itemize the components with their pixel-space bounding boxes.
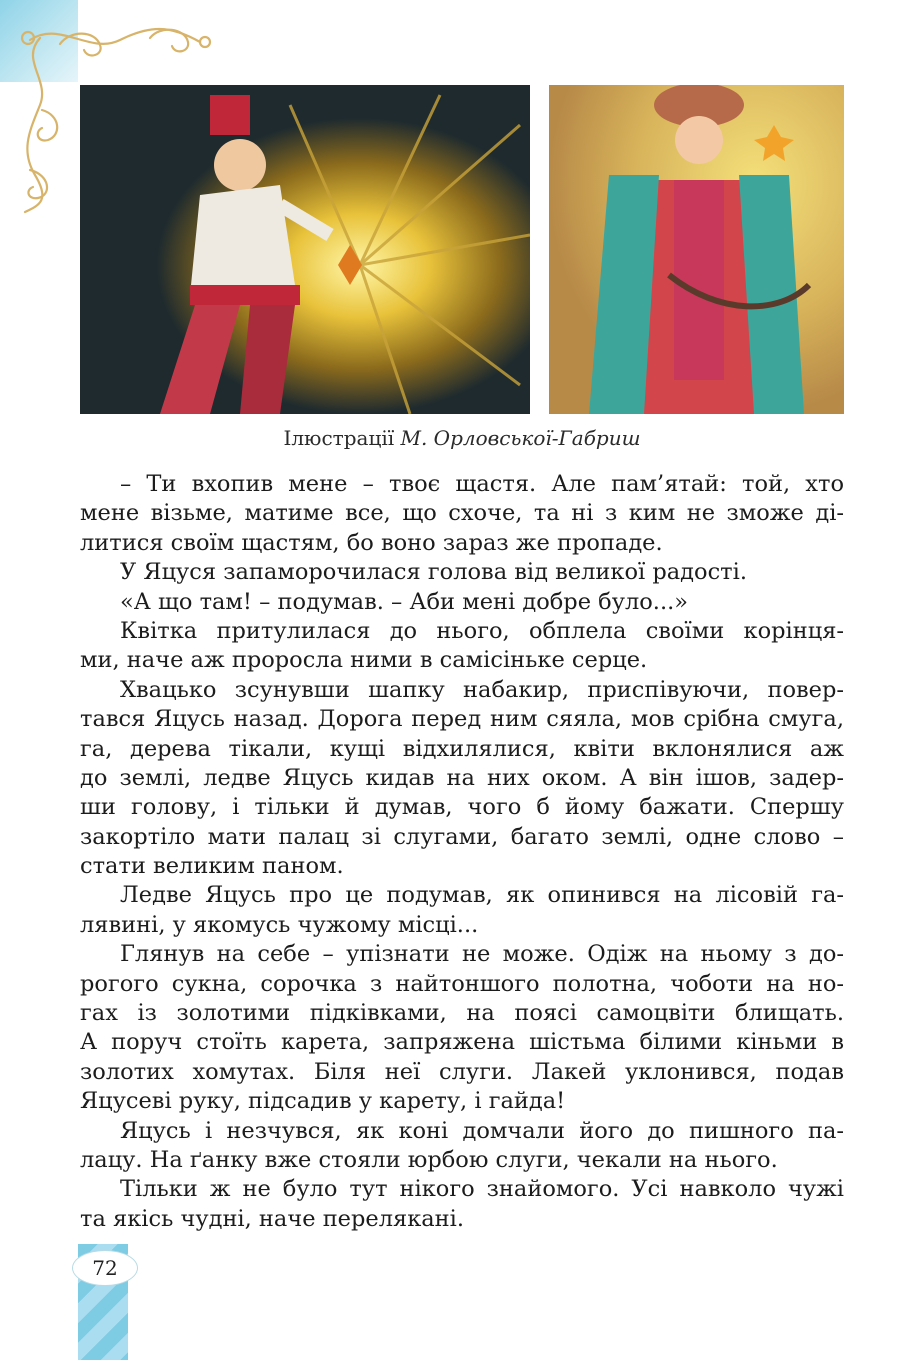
caption-author: М. Орловської-Габриш bbox=[400, 426, 641, 450]
text-line: стати великим паном. bbox=[80, 853, 344, 880]
text-line: тався Яцусь назад. Дорога перед ним сяяла, мов срібна смуга, bbox=[80, 706, 844, 733]
text-line: У Яцуся запаморочилася голова від великої радості. bbox=[120, 559, 747, 586]
caption-prefix: Ілюстрації bbox=[283, 426, 395, 450]
text-line: Хвацько зсунувши шапку набакир, приспівуючи, повер- bbox=[120, 676, 844, 703]
text-line: Глянув на себе – упізнати не може. Одіж на ньому з до- bbox=[120, 941, 844, 968]
text-line: Тільки ж не було тут нікого знайомого. Усі навколо чужі bbox=[120, 1176, 844, 1203]
text-line: до землі, ледве Яцусь кидав на них оком. А він ішов, задер- bbox=[80, 764, 844, 791]
text-line: лявині, у якомусь чужому місці... bbox=[80, 911, 479, 938]
text-line: мене візьме, матиме все, що схоче, та ні з ким не зможе ді- bbox=[80, 500, 844, 527]
text-line: Яцусеві руку, підсадив у карету, і гайда! bbox=[80, 1088, 566, 1115]
text-line: рогого сукна, сорочка з найтоншого полотна, чоботи на но- bbox=[80, 970, 844, 997]
yatsus-fern-flower-illustration bbox=[80, 85, 530, 414]
text-line: закортіло мати палац зі слугами, багато землі, одне слово – bbox=[80, 823, 844, 850]
text-line: ми, наче аж проросла ними в самісіньке серце. bbox=[80, 647, 648, 674]
page-number: 72 bbox=[72, 1250, 138, 1286]
text-line: золотих хомутах. Біля неї слуги. Лакей уклонився, подав bbox=[80, 1058, 844, 1085]
boy-reaching-glowing-flower-icon bbox=[80, 85, 530, 414]
text-line: ши голову, і тільки й думав, чого б йому бажати. Спершу bbox=[80, 794, 844, 821]
text-line: А поруч стоїть карета, запряжена шістьма білими кіньми в bbox=[80, 1029, 844, 1056]
lord-holding-star-flower-icon bbox=[549, 85, 844, 414]
lord-in-red-robe-illustration bbox=[549, 85, 844, 414]
text-line: га, дерева тікали, кущі відхилялися, квіти вклонялися аж bbox=[80, 735, 844, 762]
text-line: Ледве Яцусь про це подумав, як опинився на лісовій га- bbox=[120, 882, 844, 909]
text-line: та якісь чудні, наче перелякані. bbox=[80, 1205, 465, 1232]
text-line: «А що там! – подумав. – Аби мені добре було...» bbox=[120, 588, 689, 615]
text-line: – Ти вхопив мене – твоє щастя. Але пам’ятай: той, хто bbox=[120, 471, 844, 497]
text-line: литися своїм щастям, бо воно зараз же пропаде. bbox=[80, 529, 663, 556]
story-text bbox=[80, 470, 844, 1234]
text-line: Яцусь і незчувся, як коні домчали його до пишного па- bbox=[120, 1117, 844, 1144]
illustration-caption bbox=[80, 426, 844, 450]
text-line: Квітка притулилася до нього, обплела своїми корінця- bbox=[120, 617, 844, 644]
text-line: гах із золотими підківками, на поясі самоцвіти блищать. bbox=[80, 1000, 844, 1027]
text-line: лацу. На ґанку вже стояли юрбою слуги, чекали на нього. bbox=[80, 1146, 778, 1173]
